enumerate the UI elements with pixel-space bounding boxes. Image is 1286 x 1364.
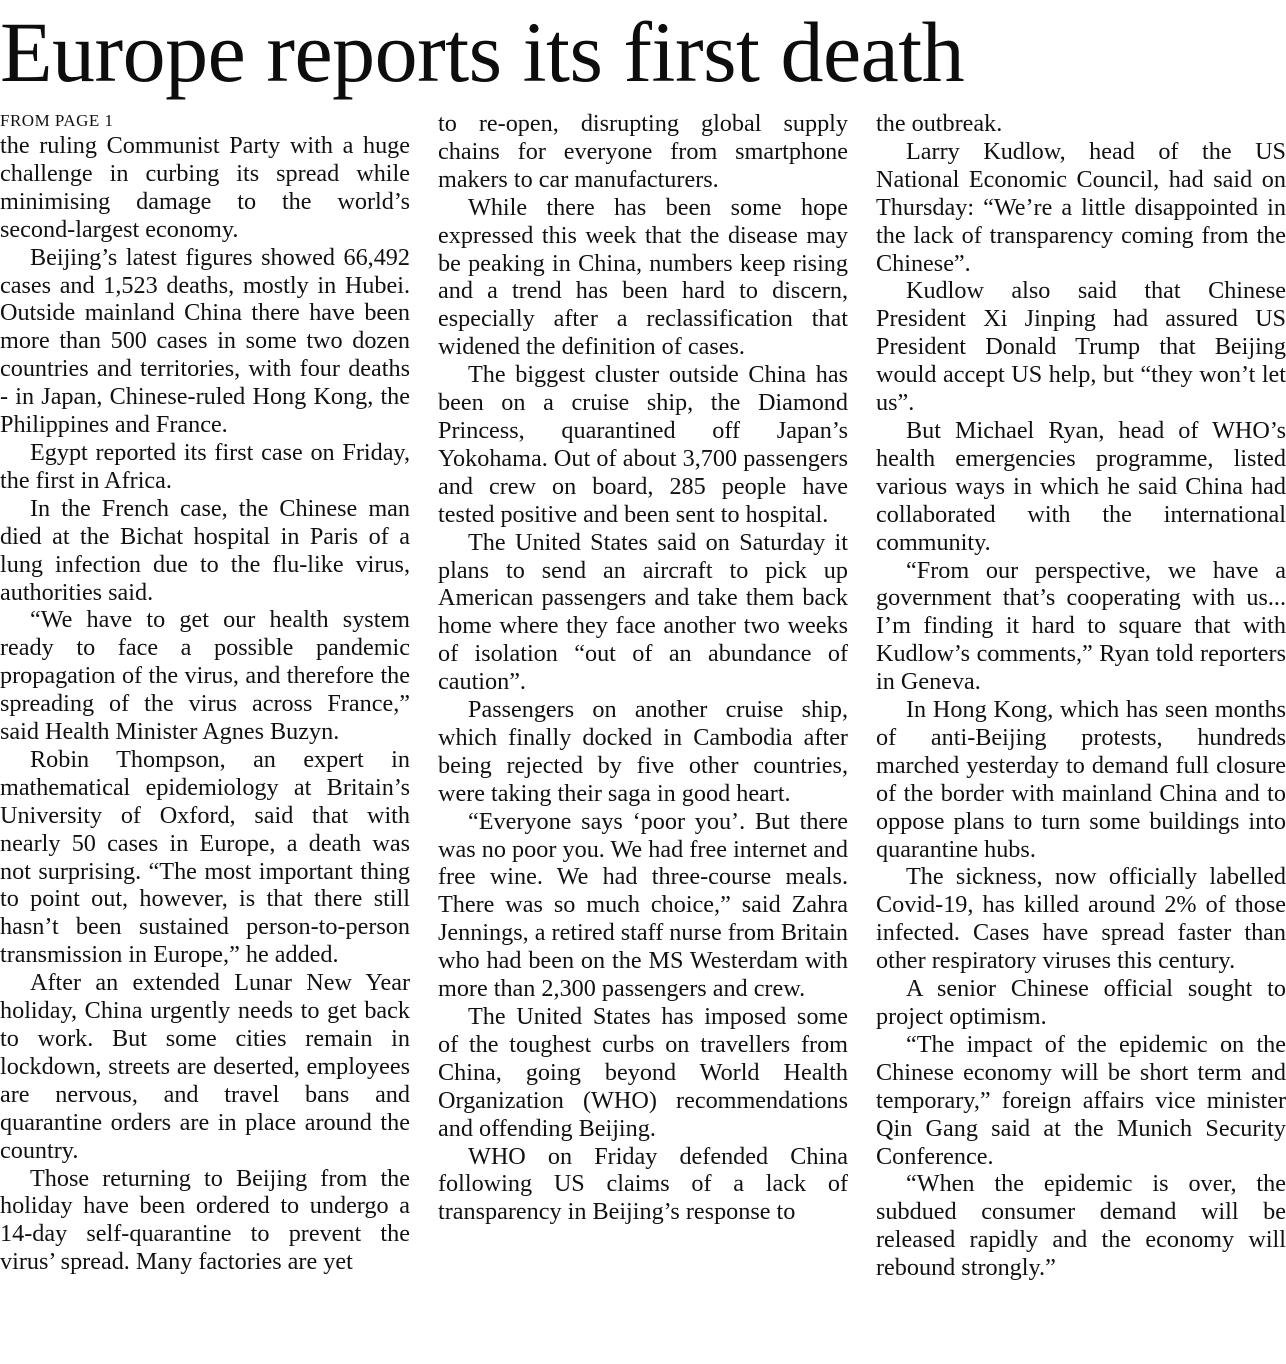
paragraph: to re-open, disrupting global supply chains for everyone from smartphone makers to car manufacturers. bbox=[438, 110, 848, 193]
paragraph: Larry Kudlow, head of the US National Economic Council, had said on Thursday: “We’re a little disappointed in the lack of transparency coming from the Chinese”. bbox=[876, 137, 1286, 277]
paragraph: The sickness, now officially labelled Covid-19, has killed around 2% of those infected. Cases have spread faster than other respiratory viruses this century. bbox=[876, 863, 1286, 975]
paragraph: But Michael Ryan, head of WHO’s health emergencies programme, listed various ways in which he said China had collaborated with the international community. bbox=[876, 416, 1286, 556]
paragraph: the outbreak. bbox=[876, 110, 1003, 137]
jump-label: FROM PAGE 1 bbox=[0, 111, 114, 130]
paragraph: Those returning to Beijing from the holiday have been ordered to undergo a 14-day self-quarantine to prevent the virus’ spread. Many factories are yet bbox=[0, 1164, 410, 1276]
paragraph: The United States said on Saturday it plans to send an aircraft to pick up American passengers and take them back home where they face another two weeks of isolation “out of an abundance of caution”. bbox=[438, 528, 848, 696]
paragraph: “The impact of the epidemic on the Chinese economy will be short term and temporary,” foreign affairs vice minister Qin Gang said at the Munich Security Conference. bbox=[876, 1030, 1286, 1170]
paragraph: “We have to get our health system ready to face a possible pandemic propagation of the virus, and therefore the spreading of the virus across France,” said Health Minister Agnes Buzyn. bbox=[0, 606, 410, 746]
paragraph: After an extended Lunar New Year holiday, China urgently needs to get back to work. But some cities remain in lockdown, streets are deserted, employees are nervous, and travel bans and quarantine orders are in place around the country. bbox=[0, 969, 410, 1164]
paragraph: WHO on Friday defended China following US claims of a lack of transparency in Beijing’s response to bbox=[438, 1142, 848, 1226]
paragraph: “When the epidemic is over, the subdued consumer demand will be released rapidly and the economy will rebound strongly.” bbox=[876, 1170, 1286, 1282]
paragraph: While there has been some hope expressed this week that the disease may be peaking in China, numbers keep rising and a trend has been hard to discern, especially after a reclassification that widened the definition of cases. bbox=[438, 193, 848, 361]
article-column-3 bbox=[876, 110, 1286, 1360]
paragraph: Robin Thompson, an expert in mathematical epidemiology at Britain’s University of Oxford, said that with nearly 50 cases in Europe, a death was not surprising. “The most important thing to point out, however, is that there still hasn’t been sustained person-to-person transmission in Europe,” he added. bbox=[0, 745, 410, 969]
paragraph: Egypt reported its first case on Friday, the first in Africa. bbox=[0, 438, 410, 494]
headline: Europe reports its first death bbox=[0, 4, 965, 100]
article-column-2 bbox=[438, 110, 848, 1360]
paragraph: In Hong Kong, which has seen months of anti-Beijing protests, hundreds marched yesterday to demand full closure of the border with mainland China and to oppose plans to turn some buildings into quarantine hubs. bbox=[876, 696, 1286, 863]
paragraph: The biggest cluster outside China has been on a cruise ship, the Diamond Princess, quarantined off Japan’s Yokohama. Out of about 3,700 passengers and crew on board, 285 people have tested positive and been sent to hospital. bbox=[438, 361, 848, 528]
paragraph: “From our perspective, we have a government that’s cooperating with us... I’m finding it hard to square that with Kudlow’s comments,” Ryan told reporters in Geneva. bbox=[876, 556, 1286, 696]
paragraph: Kudlow also said that Chinese President Xi Jinping had assured US President Donald Trump that Beijing would accept US help, but “they won’t let us”. bbox=[876, 277, 1286, 417]
paragraph: “Everyone says ‘poor you’. But there was no poor you. We had free internet and free wine. We had three-course meals. There was so much choice,” said Zahra Jennings, a retired staff nurse from Britain who had been on the MS Westerdam with more than 2,300 passengers and crew. bbox=[438, 807, 848, 1003]
paragraph: Beijing’s latest figures showed 66,492 cases and 1,523 deaths, mostly in Hubei. Outside mainland China there have been more than 500 cases in some two dozen countries and territories, with four deaths - in Japan, Chinese-ruled Hong Kong, the Philippines and France. bbox=[0, 243, 410, 439]
paragraph: the ruling Communist Party with a huge challenge in curbing its spread while minimising damage to the world’s second-largest economy. bbox=[0, 132, 410, 243]
article-column-1 bbox=[0, 110, 410, 1360]
paragraph: Passengers on another cruise ship, which finally docked in Cambodia after being rejected by five other countries, were taking their saga in good heart. bbox=[438, 696, 848, 807]
paragraph: A senior Chinese official sought to project optimism. bbox=[876, 975, 1286, 1030]
paragraph: In the French case, the Chinese man died at the Bichat hospital in Paris of a lung infection due to the flu-like virus, authorities said. bbox=[0, 494, 410, 606]
paragraph: The United States has imposed some of the toughest curbs on travellers from China, going beyond World Health Organization (WHO) recommendations and offending Beijing. bbox=[438, 1003, 848, 1142]
